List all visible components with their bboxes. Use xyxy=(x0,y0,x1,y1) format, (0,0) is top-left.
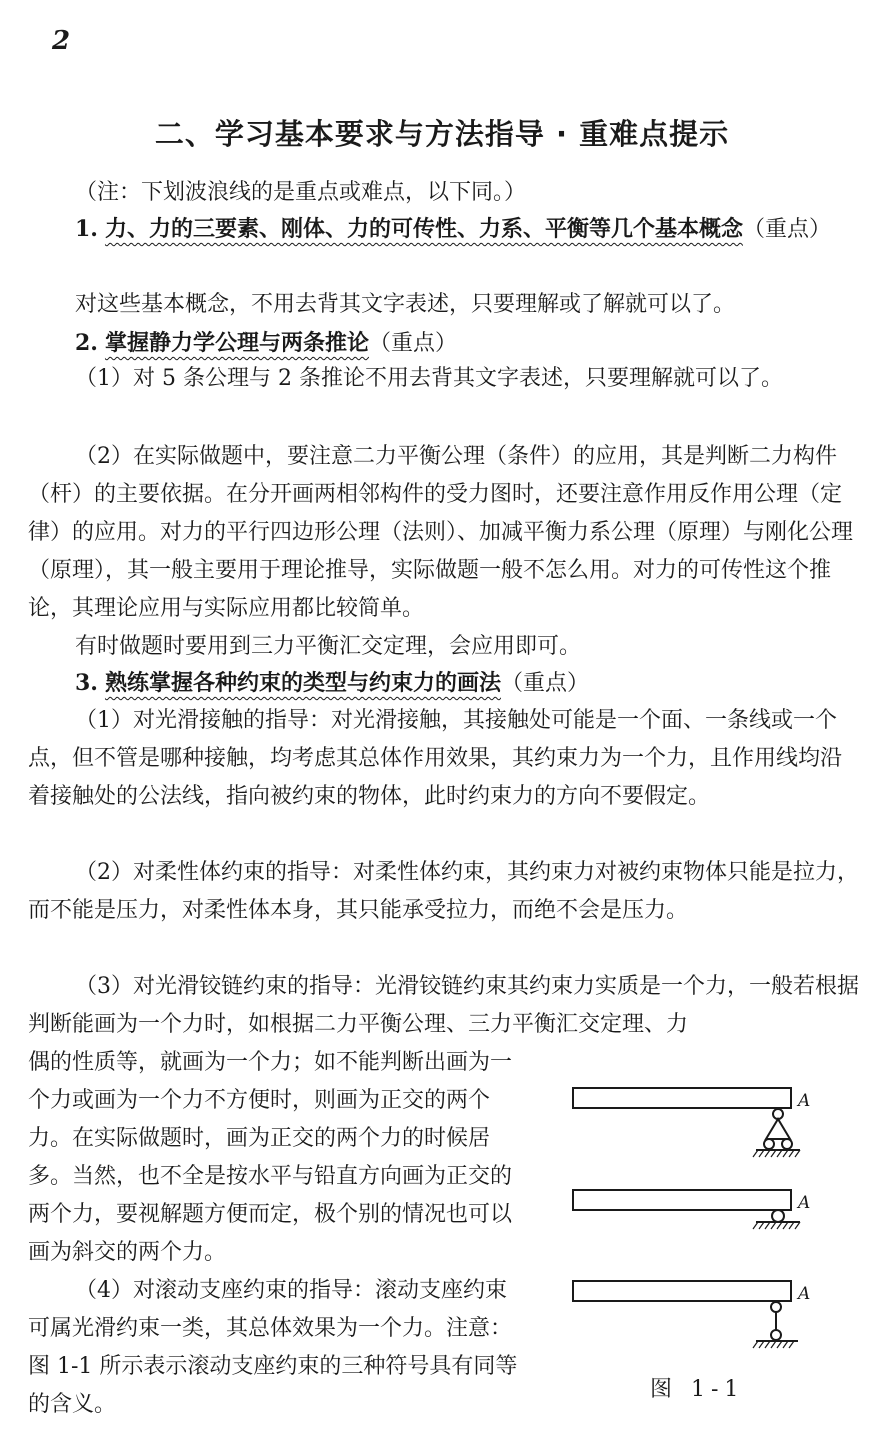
label-a-3: A xyxy=(798,1284,811,1304)
section-2-paragraph-3: 有时做题时要用到三力平衡汇交定理，会应用即可。 xyxy=(75,634,582,659)
section-1-paragraph: 对这些基本概念，不用去背其文字表述，只要理解或了解就可以了。 xyxy=(75,292,736,317)
section-2-tag: （重点） xyxy=(368,331,457,356)
label-a-1: A xyxy=(798,1091,811,1111)
beam-3 xyxy=(573,1281,791,1301)
section-2-title: 掌握静力学公理与两条推论 xyxy=(104,331,369,356)
section-3-paragraph-3a: （3）对光滑铰链约束的指导：光滑铰链约束其约束力实质是一个力，一般若根据判断能画为一个力时，如根据二力平衡公理、三力平衡汇交定理、力 xyxy=(28,974,859,1037)
page-number: 2 xyxy=(52,26,71,56)
section-title: 二、学习基本要求与方法指导 · 重难点提示 xyxy=(154,117,730,151)
section-1-tag: （重点） xyxy=(742,217,831,242)
beam-1 xyxy=(573,1088,791,1108)
section-3-heading xyxy=(28,664,860,703)
section-3-paragraph-2: （2）对柔性体约束的指导：对柔性体约束，其约束力对被约束物体只能是拉力，而不能是压力，对柔性体本身，其只能承受拉力，而绝不会是压力。 xyxy=(28,860,859,923)
roller-support-symbol-2 xyxy=(753,1210,800,1229)
section-1-number: 1. xyxy=(75,216,98,242)
section-1-title: 力、力的三要素、刚体、力的可传性、力系、平衡等几个基本概念 xyxy=(104,217,743,242)
section-2-paragraph-2: （2）在实际做题中，要注意二力平衡公理（条件）的应用，其是判断二力构件（杆）的主要依据。在分开画两相邻构件的受力图时，还要注意作用反作用公理（定律）的应用。对力的平行四边形公理（法则）、加减平衡力系公理（原理）与刚化公理（原理），其一般主要用于理论推导，实际做题一般不怎么用。对力的可传性这个推论，其理论应用与实际应用都比较简单。 xyxy=(28,444,854,621)
roller-support-symbol-3 xyxy=(753,1302,798,1348)
beam-2 xyxy=(573,1190,791,1210)
section-2-number: 2. xyxy=(75,330,98,356)
section-3-number: 3. xyxy=(75,670,98,696)
section-1-heading xyxy=(28,210,860,249)
roller-support-symbol-1 xyxy=(753,1109,800,1157)
note-line: （注：下划波浪线的是重点或难点，以下同。） xyxy=(75,180,527,205)
section-3-tag: （重点） xyxy=(500,671,589,696)
section-3-paragraph-1: （1）对光滑接触的指导：对光滑接触，其接触处可能是一个面、一条线或一个点，但不管是哪种接触，均考虑其总体作用效果，其约束力为一个力，且作用线均沿着接触处的公法线，指向被约束的物体，此时约束力的方向不要假定。 xyxy=(28,708,843,809)
figure-caption: 图 1-1 xyxy=(650,1377,745,1402)
section-3-paragraph-3b: 偶的性质等，就画为一个力；如不能判断出画为一个力或画为一个力不方便时，则画为正交的两个力。在实际做题时，画为正交的两个力的时候居多。当然，也不全是按水平与铅直方向画为正交的两个力，要视解题方便而定，极个别的情况也可以画为斜交的两个力。 xyxy=(28,1050,513,1265)
section-3-title: 熟练掌握各种约束的类型与约束力的画法 xyxy=(104,671,501,696)
section-2-heading xyxy=(28,324,860,363)
figure-roller-supports xyxy=(560,1078,820,1408)
section-2-paragraph-1: （1）对 5 条公理与 2 条推论不用去背其文字表述，只要理解就可以了。 xyxy=(75,366,783,391)
label-a-2: A xyxy=(798,1193,811,1213)
section-3-paragraph-4: （4）对滚动支座约束的指导：滚动支座约束可属光滑约束一类，其总体效果为一个力。注意：图 1-1 所示表示滚动支座约束的三种符号具有同等的含义。 xyxy=(28,1278,518,1417)
